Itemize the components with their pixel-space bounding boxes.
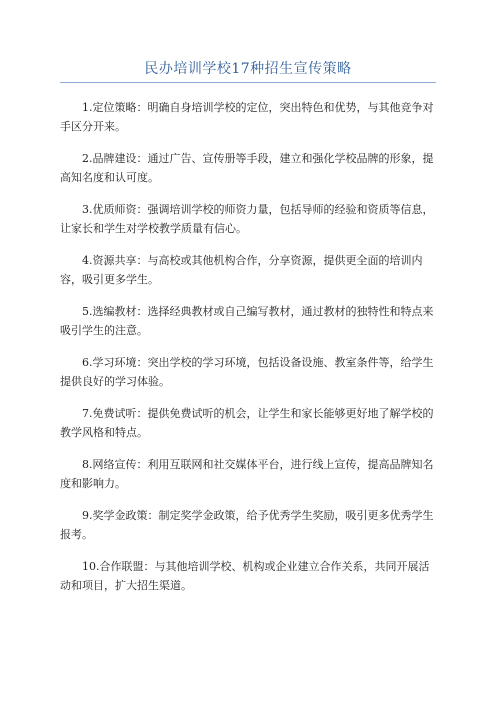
paragraph-2: 2.品牌建设：通过广告、宣传册等手段，建立和强化学校品牌的形象，提高知名度和认可度。 (60, 152, 434, 184)
paragraph-10: 10.合作联盟：与其他培训学校、机构或企业建立合作关系，共同开展活动和项目，扩大招生渠道。 (60, 560, 430, 592)
paragraph-5: 5.选编教材：选择经典教材或自己编写教材，通过教材的独特性和特点来吸引学生的注意。 (60, 305, 434, 337)
document-title: 民办培训学校17种招生宣传策略 (144, 61, 352, 77)
paragraph-1: 1.定位策略：明确自身培训学校的定位，突出特色和优势，与其他竞争对手区分开来。 (60, 101, 434, 133)
paragraph-4: 4.资源共享：与高校或其他机构合作，分享资源，提供更全面的培训内容，吸引更多学生。 (60, 254, 423, 286)
paragraph-7: 7.免费试听：提供免费试听的机会，让学生和家长能够更好地了解学校的教学风格和特点。 (60, 407, 434, 439)
paragraph-6: 6.学习环境：突出学校的学习环境，包括设备设施、教室条件等，给学生提供良好的学习体验。 (60, 356, 434, 388)
paragraph-9: 9.奖学金政策：制定奖学金政策，给予优秀学生奖励，吸引更多优秀学生报考。 (60, 509, 434, 541)
title-underline (60, 82, 436, 83)
paragraph-3: 3.优质师资：强调培训学校的师资力量，包括导师的经验和资质等信息，让家长和学生对学校教学质量有信心。 (60, 203, 434, 235)
document-body (60, 98, 436, 608)
paragraph-8: 8.网络宣传：利用互联网和社交媒体平台，进行线上宣传，提高品牌知名度和影响力。 (60, 458, 434, 490)
